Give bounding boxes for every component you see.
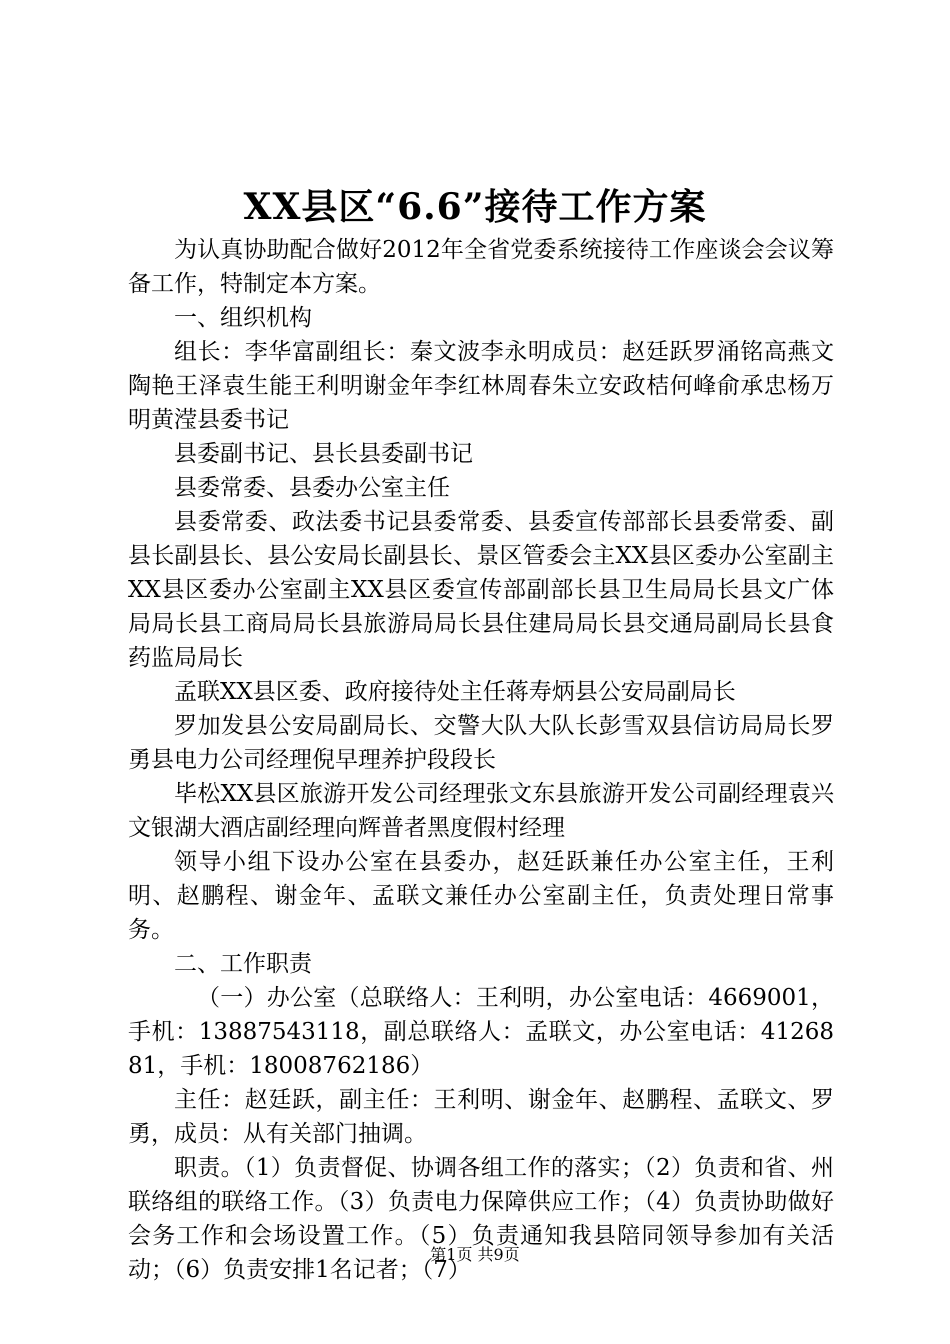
paragraph-police: 罗加发县公安局副局长、交警大队大队长彭雪双县信访局局长罗勇县电力公司经理倪早理养护段段长 [128,713,834,773]
page-number: 第1页 共9页 [430,1245,520,1264]
paragraph-tourism: 毕松XX县区旅游开发公司经理张文东县旅游开发公司副经理袁兴文银湖大酒店副经理向辉普者黑度假村经理 [128,781,834,841]
paragraph-office: 领导小组下设办公室在县委办，赵廷跃兼任办公室主任，王利明、赵鹏程、谢金年、孟联文兼任办公室副主任，负责处理日常事务。 [128,849,834,943]
section-heading-organization: 一、组织机构 [174,305,312,331]
paragraph-role-list: 县委常委、政法委书记县委常委、县委宣传部部长县委常委、副县长副县长、县公安局长副县长、景区管委会主XX县区委办公室副主XX县区委办公室副主XX县区委宣传部副部长县卫生局局长县文广体局局长县工商局局长县旅游局局长县住建局局长县交通局副局长县食药监局局长 [128,509,834,671]
paragraph-members: 组长：李华富副组长：秦文波李永明成员：赵廷跃罗涌铭高燕文陶艳王泽袁生能王利明谢金年李红林周春朱立安政桔何峰俞承忠杨万明黄滢县委书记 [128,339,834,433]
paragraph-office-contacts: （一）办公室（总联络人：王利明，办公室电话：4669001，手机：13887543118，副总联络人：孟联文，办公室电话：4126881，手机：18008762186） [128,985,834,1079]
document-body [128,233,834,1287]
paragraph-intro: 为认真协助配合做好2012年全省党委系统接待工作座谈会会议筹备工作，特制定本方案。 [128,237,834,297]
paragraph-reception: 孟联XX县区委、政府接待处主任蒋寿炳县公安局副局长 [174,679,736,705]
paragraph-office-staff: 主任：赵廷跃，副主任：王利明、谢金年、赵鹏程、孟联文、罗勇，成员：从有关部门抽调。 [128,1087,834,1147]
paragraph-duties: 职责。（1）负责督促、协调各组工作的落实；（2）负责和省、州联络组的联络工作。（3）负责电力保障供应工作；（4）负责协助做好会务工作和会场设置工作。（5）负责通知我县陪同领导参加有关活动；（6）负责安排1名记者；（7） [128,1155,834,1283]
document-title: XX县区“6.6”接待工作方案 [243,186,707,228]
section-heading-duties: 二、工作职责 [174,951,312,977]
paragraph-role-2: 县委常委、县委办公室主任 [174,475,450,501]
paragraph-role-1: 县委副书记、县长县委副书记 [174,441,473,467]
